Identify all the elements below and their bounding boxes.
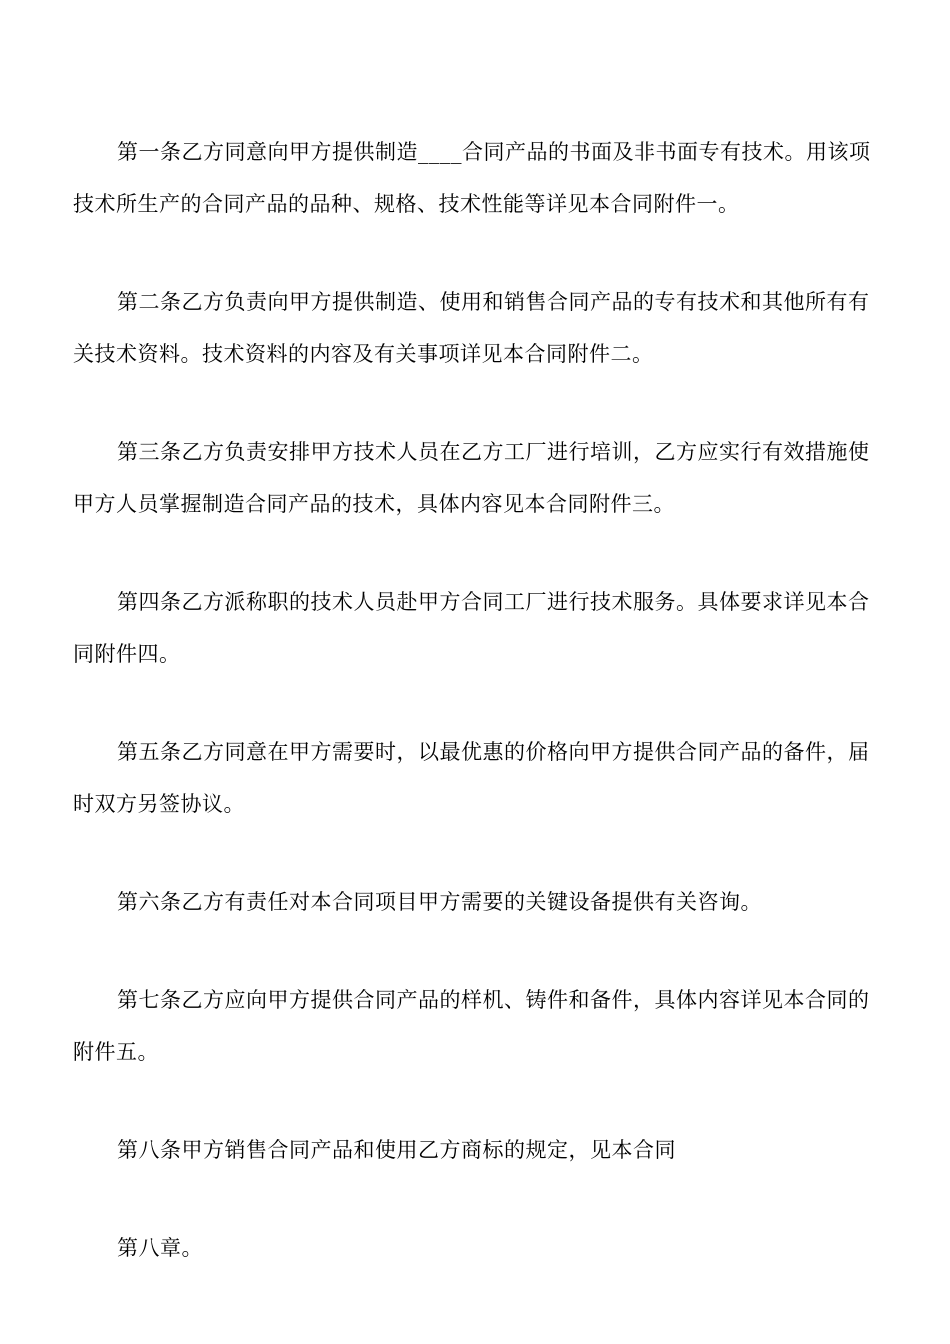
article-3: 第三条乙方负责安排甲方技术人员在乙方工厂进行培训，乙方应实行有效措施使甲方人员掌握制造合同产品的技术，具体内容见本合同附件三。	[73, 440, 870, 516]
article-7: 第七条乙方应向甲方提供合同产品的样机、铸件和备件，具体内容详见本合同的附件五。	[73, 988, 870, 1064]
document-body	[73, 126, 881, 1274]
article-5: 第五条乙方同意在甲方需要时，以最优惠的价格向甲方提供合同产品的备件，届时双方另签协议。	[73, 740, 870, 816]
article-8: 第八条甲方销售合同产品和使用乙方商标的规定，见本合同	[117, 1138, 676, 1162]
article-1: 第一条乙方同意向甲方提供制造____合同产品的书面及非书面专有技术。用该项技术所生产的合同产品的品种、规格、技术性能等详见本合同附件一。	[73, 140, 871, 216]
article-2: 第二条乙方负责向甲方提供制造、使用和销售合同产品的专有技术和其他所有有关技术资料。技术资料的内容及有关事项详见本合同附件二。	[73, 290, 870, 366]
article-4: 第四条乙方派称职的技术人员赴甲方合同工厂进行技术服务。具体要求详见本合同附件四。	[73, 590, 870, 666]
chapter-reference: 第八章。	[117, 1236, 203, 1260]
article-6: 第六条乙方有责任对本合同项目甲方需要的关键设备提供有关咨询。	[117, 890, 762, 914]
